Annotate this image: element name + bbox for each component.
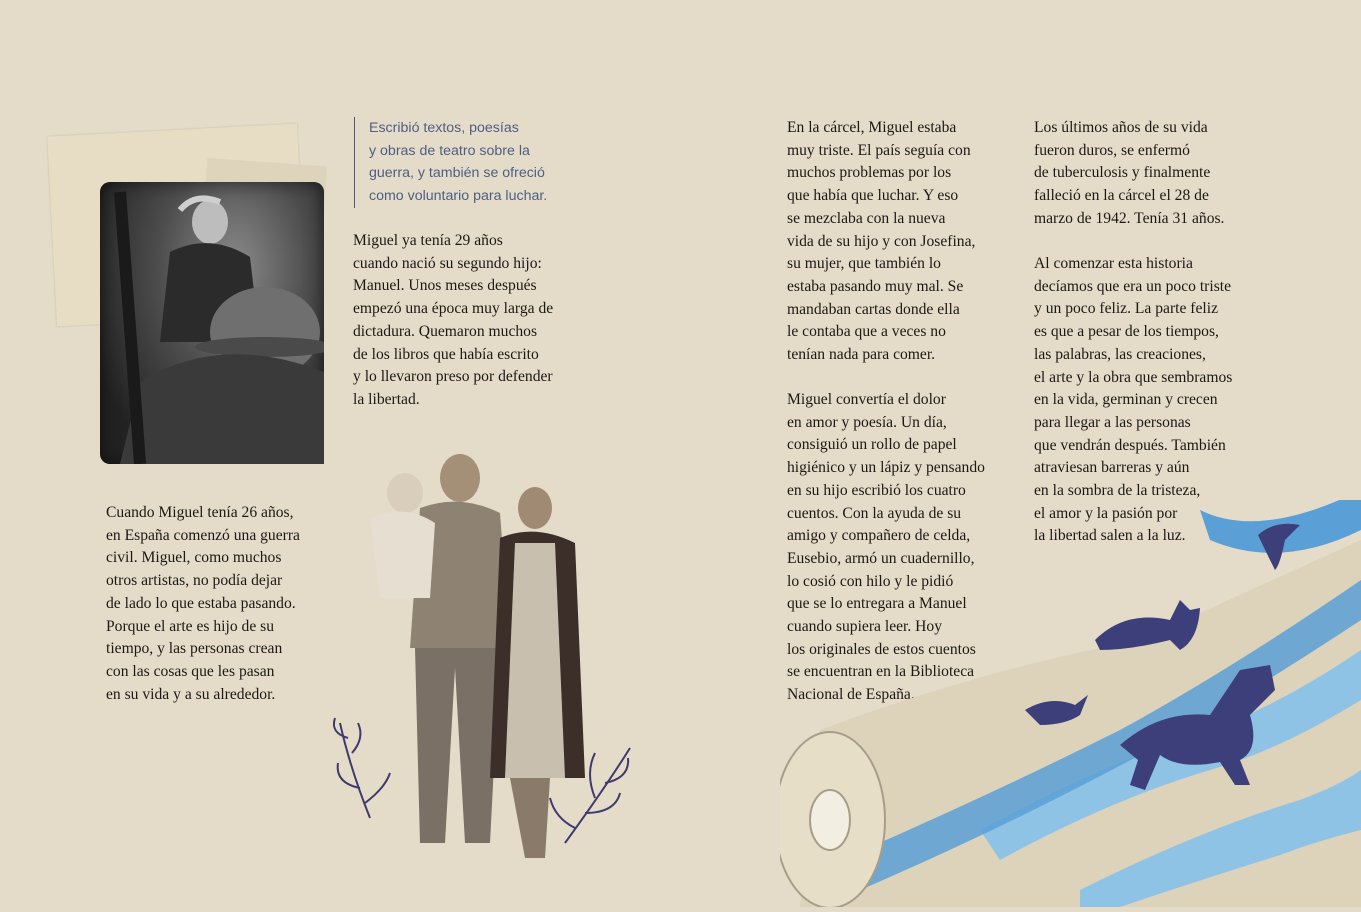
family-photo-image: [330, 448, 640, 868]
left-page: [0, 0, 680, 907]
pull-quote: Escribió textos, poesías y obras de teatro sobre la guerra, y también se ofreció como voluntario para luchar.: [354, 117, 547, 208]
soldier-photo: [52, 122, 324, 466]
soldier-scene-icon: [100, 182, 324, 464]
paragraph-stories: Miguel convertía el dolor en amor y poesía. Un día, consiguió un rollo de papel higiénico y un lápiz y pensando en su hijo escribió los cuatro cuentos. Con la ayuda de su amigo y compañero de celda, Eusebio, armó un cuadernillo, lo cosió con hilo y le pidió que se lo entregara a Manuel cuando supiera leer. Hoy los originales de estos cuentos se encuentran en la Biblioteca Nacional de España.: [787, 391, 985, 704]
laurel-left-icon: [334, 718, 390, 818]
cat-icon: [1095, 600, 1200, 650]
soldier-photo-image: [100, 182, 324, 464]
paragraph-closing: Al comenzar esta historia decíamos que era un poco triste y un poco feliz. La parte feliz es que a pesar de los tiempos, las palabras, las creaciones, el arte y la obra que sembramos en la vida, germinan y crecen para llegar a las personas que vendrán después. También atraviesan barreras y aún en la sombra de la tristeza, el amor y la pasión por la libertad salen a la luz.: [1034, 255, 1233, 545]
paragraph-prison: En la cárcel, Miguel estaba muy triste. El país seguía con muchos problemas por los que había que luchar. Y eso se mezclaba con la nueva vida de su hijo y con Josefina, su mujer, que también lo estaba pasando muy mal. Se mandaban cartas donde ella le contaba que a veces no tenían nada para comer.: [787, 119, 976, 364]
paragraph-civil-war: Cuando Miguel tenía 26 años, en España comenzó una guerra civil. Miguel, como muchos otros artistas, no podía dejar de lado lo que estaba pasando. Porque el arte es hijo de su tiempo, y las personas crean con las cosas que les pasan en su vida y a su alrededor.: [106, 504, 300, 703]
paper-roll-icon: [780, 732, 885, 907]
family-photo: [330, 448, 640, 868]
paragraph-second-son: Miguel ya tenía 29 años cuando nació su segundo hijo: Manuel. Unos meses después empezó una época muy larga de dictadura. Quemaron muchos de los libros que había escrito y lo llevaron preso por defender la libertad.: [353, 232, 554, 408]
paragraph-last-years: Los últimos años de su vida fueron duros, se enfermó de tuberculosis y finalmente falleció en la cárcel el 28 de marzo de 1942. Tenía 31 años.: [1034, 119, 1225, 227]
paper-river-illustration: [780, 500, 1361, 907]
